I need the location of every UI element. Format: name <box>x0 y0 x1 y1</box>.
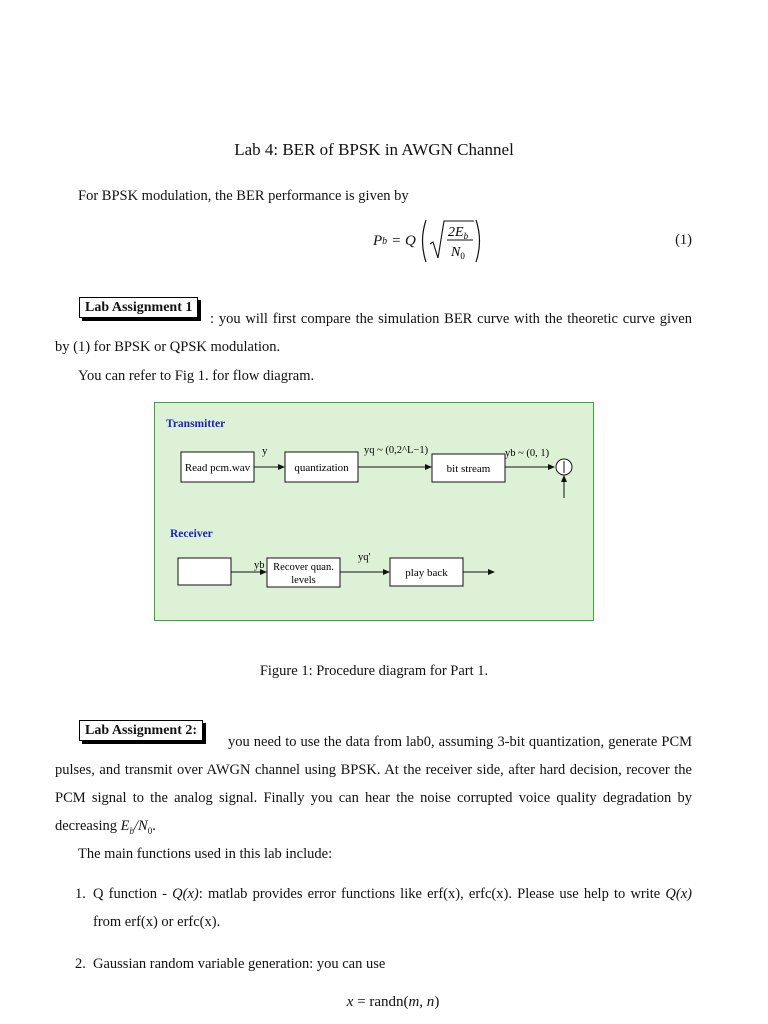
list-item-1-number: 1. <box>75 886 86 902</box>
lab2-eb: E <box>120 818 130 834</box>
figure-1-diagram <box>154 402 595 622</box>
hard-decision-block <box>178 558 231 585</box>
eq1-denominator: $N_0$ <box>450 245 465 261</box>
list-item-1-math: Q(x) <box>172 886 199 902</box>
list-item-1-text-b: from erf(x) or erfc(x). <box>93 914 221 930</box>
flow-diagram-reference: You can refer to Fig 1. for flow diagram. <box>78 368 315 384</box>
page-title: Lab 4: BER of BPSK in AWGN Channel <box>234 140 514 159</box>
transmitter-label: Transmitter <box>166 418 226 430</box>
read-pcm-label: Read pcm.wav <box>184 462 251 474</box>
list-item-1-text-a: : matlab provides error functions like erf(x), erfc(x). Please use help to write <box>198 886 666 902</box>
eq1-eq-text: = Q <box>391 232 416 249</box>
bit-stream-label: bit stream <box>446 463 491 475</box>
signal-yq: yq ~ (0,2^L−1) <box>364 445 429 456</box>
lab-assignment-1-label: Lab Assignment 1 <box>79 297 198 318</box>
lab2-n0-sub: 0 <box>147 825 153 836</box>
equation-1-number: (1) <box>675 232 692 248</box>
lab-assignment-1-text: : you will first compare the simulation BER curve with the theoretic curve given by (1) for BPSK or QPSK modulation. <box>55 311 692 355</box>
rx-signal-yq: yq' <box>358 552 371 563</box>
rx-signal-yb: yb <box>254 560 265 571</box>
eq2-eq: = randn( <box>353 994 409 1010</box>
lab2-line1: you need to use the data from lab0, assuming 3-bit quantization, generate <box>228 734 658 750</box>
lab2-n0: /N <box>133 818 148 834</box>
signal-y: y <box>262 445 268 457</box>
functions-intro: The main functions used in this lab include: <box>78 846 333 862</box>
equation-1 <box>55 218 692 264</box>
play-back-label: play back <box>405 567 448 579</box>
lab2-eb-sub: b <box>129 825 134 836</box>
equation-1-body <box>373 218 484 264</box>
recover-levels-label-2: levels <box>291 575 316 586</box>
eq1-radical <box>418 218 484 264</box>
eq2-close: ) <box>434 994 440 1010</box>
recover-levels-label-1: Recover quan. <box>273 562 334 573</box>
figure-background <box>155 403 594 621</box>
eq1-lhs: P <box>373 232 383 249</box>
eq2-args: m, n <box>408 994 435 1010</box>
quantization-label: quantization <box>294 462 349 474</box>
eq1-numerator: $2E_b$ <box>447 225 468 241</box>
figure-1-caption: Figure 1: Procedure diagram for Part 1. <box>259 663 489 679</box>
lab2-period: . <box>152 818 156 834</box>
lab2-rest: PCM pulses, and transmit over AWGN channel using BPSK. At the receiver side, after hard decision, recover the PCM signal to the analog signal. Finally you can hear the noise corrupted voice quality degradation by decreasing <box>55 734 693 834</box>
list-item-2-text: Gaussian random variable generation: you can use <box>93 956 386 972</box>
equation-2 <box>0 994 768 1011</box>
lab-assignment-2-label: Lab Assignment 2: <box>79 720 203 741</box>
signal-yb: yb ~ (0, 1) <box>505 448 550 459</box>
eq1-lhs-sub: b <box>382 235 388 247</box>
list-item <box>75 950 692 978</box>
eq2-lhs: x <box>346 994 354 1010</box>
list-item <box>75 880 692 936</box>
eq1-equals-q <box>391 233 416 250</box>
lab-assignment-2-text <box>55 728 692 845</box>
intro-paragraph: For BPSK modulation, the BER performance is given by <box>78 188 409 204</box>
list-item-1-text <box>93 880 692 936</box>
list-item-2-number: 2. <box>75 956 86 972</box>
receiver-label: Receiver <box>170 528 213 540</box>
list-item-1-math2: Q(x) <box>665 886 692 902</box>
list-item-1-prefix: Q function - <box>93 886 173 902</box>
